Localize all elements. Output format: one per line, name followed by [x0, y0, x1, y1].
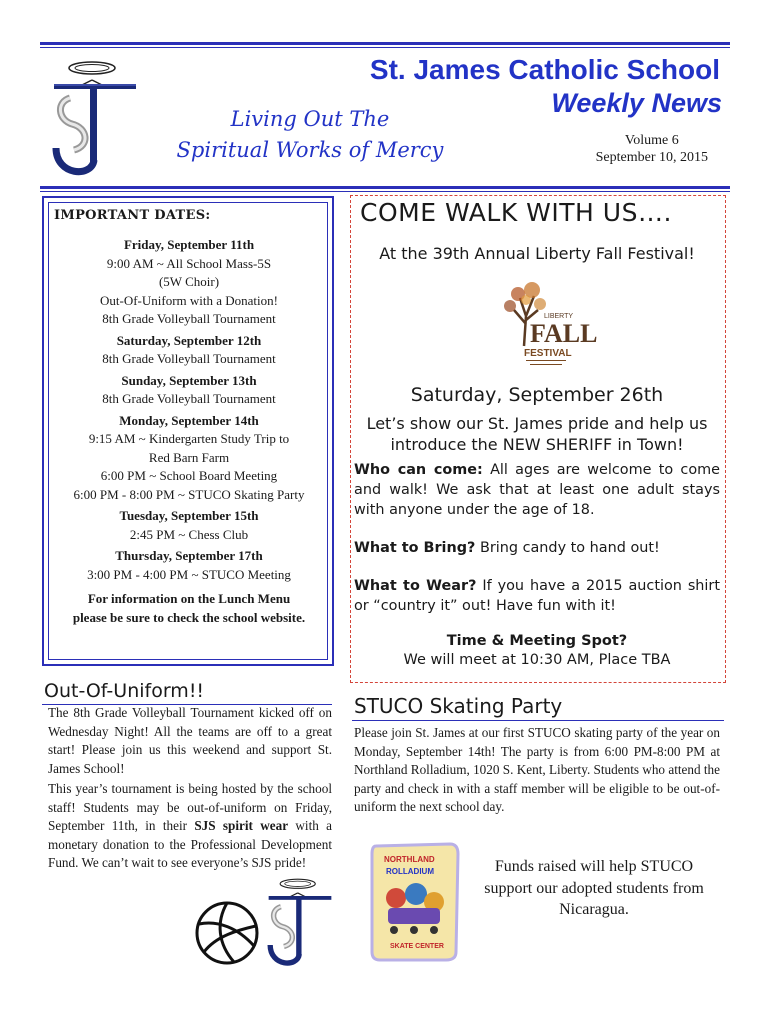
important-dates-title: IMPORTANT DATES:	[54, 208, 211, 223]
volume: Volume 6	[624, 133, 679, 148]
date-block-sun	[50, 372, 328, 409]
important-dates-list	[50, 236, 328, 627]
meeting-label: Time & Meeting Spot?	[446, 633, 628, 649]
date-event: 2:45 PM ~ Chess Club	[129, 526, 249, 542]
wear-label: What to Wear?	[354, 578, 477, 594]
event-date: Saturday, September 26th	[410, 384, 664, 406]
date-day: Monday, September 14th	[119, 412, 259, 428]
date-day: Saturday, September 12th	[116, 332, 262, 348]
stuco-rule	[352, 720, 724, 721]
pride-message	[352, 413, 722, 455]
issue-info	[596, 132, 708, 166]
meeting-info	[352, 632, 722, 670]
wear-text: If you have a 2015 auction shirt or “country it” out! Have fun with it!	[354, 578, 720, 614]
pride-line-2: introduce the NEW SHERIFF in Town!	[390, 435, 684, 454]
date-event: 8th Grade Volleyball Tournament	[102, 391, 276, 406]
date-event: Red Barn Farm	[148, 449, 230, 465]
date-block-tue	[50, 507, 328, 544]
out-of-uniform-title: Out-Of-Uniform!!	[44, 680, 205, 702]
bring-label: What to Bring?	[354, 540, 476, 556]
date-block-fri	[50, 236, 328, 329]
date-block-sat	[50, 332, 328, 369]
date-block-mon	[50, 412, 328, 505]
lunch-note	[50, 590, 328, 627]
date-event: 6:00 PM - 8:00 PM ~ STUCO Skating Party	[73, 486, 305, 502]
walk-subtitle: At the 39th Annual Liberty Fall Festival!	[379, 244, 695, 263]
date-event: 3:00 PM - 4:00 PM ~ STUCO Meeting	[87, 566, 291, 582]
stuco-text: Please join St. James at our first STUCO skating party of the year on Monday, September 14th! The party is from 6:00 PM-8:00 PM at Northland Rolladium, 1020 S. Kent, Liberty. Students who attend the party and check in with a staff member will be eligible to be out-of-uniform the next school day.	[354, 725, 720, 815]
rink-logo-line-2: ROLLADIUM	[386, 867, 434, 876]
publication-title: Weekly News	[551, 88, 722, 118]
who-label: Who can come:	[354, 462, 483, 478]
date-event: 8th Grade Volleyball Tournament	[102, 311, 276, 326]
school-name: St. James Catholic School	[369, 54, 720, 85]
date-day: Friday, September 11th	[123, 237, 255, 252]
motto	[165, 104, 455, 166]
motto-line-2: Spiritual Works of Mercy	[176, 138, 444, 162]
meeting-text: We will meet at 10:30 AM, Place TBA	[403, 652, 671, 668]
lunch-note-line-2: please be sure to check the school website.	[72, 609, 306, 625]
who-can-come	[354, 460, 720, 520]
funds-note: Funds raised will help STUCO support our adopted students from Nicaragua.	[484, 858, 704, 918]
header-rule-thin	[40, 191, 730, 192]
header-rule	[40, 186, 730, 189]
what-to-bring	[354, 538, 720, 558]
rink-logo-line-3: SKATE CENTER	[390, 943, 444, 950]
fall-logo-main-text: FALL	[530, 319, 598, 348]
issue-date: September 10, 2015	[595, 150, 708, 165]
stuco-title: STUCO Skating Party	[354, 694, 563, 718]
date-day: Sunday, September 13th	[121, 372, 257, 388]
date-block-thu	[50, 547, 328, 584]
out-of-uniform-para-2	[48, 780, 332, 873]
fall-festival-logo	[490, 276, 598, 372]
bring-text: Bring candy to hand out!	[475, 540, 660, 556]
rolladium-logo	[366, 840, 462, 964]
volleyball-icon	[194, 900, 260, 966]
sjs-logo	[48, 50, 142, 186]
lunch-note-line-1: For information on the Lunch Menu	[87, 591, 291, 606]
date-event: 6:00 PM ~ School Board Meeting	[100, 468, 278, 483]
out-of-uniform-para-1: The 8th Grade Volleyball Tournament kicked off on Wednesday Night! All the teams are off to a great start! Please join us this weekend and support St. James School!	[48, 705, 332, 776]
sjs-logo-small	[262, 870, 338, 974]
para2-start: This year’s tournament is being hosted by the school staff! Students may be out-of-uniform on Friday, September 11th, in their	[48, 781, 332, 834]
date-day: Tuesday, September 15th	[119, 508, 259, 523]
rink-logo-line-1: NORTHLAND	[384, 855, 435, 864]
date-event: 9:00 AM ~ All School Mass-5S	[106, 255, 272, 271]
date-event: Out-Of-Uniform with a Donation!	[100, 292, 278, 308]
motto-line-1: Living Out The	[230, 107, 390, 131]
top-rule	[40, 42, 730, 45]
date-event: 9:15 AM ~ Kindergarten Study Trip to	[88, 431, 290, 446]
para2-bold: SJS spirit wear	[194, 818, 289, 834]
fall-logo-sub-text: FESTIVAL	[524, 348, 572, 359]
top-rule-thin	[40, 47, 730, 48]
who-text: All ages are welcome to come and walk! We ask that at least one adult stays with anyone under the age of 18.	[354, 462, 720, 518]
date-day: Thursday, September 17th	[115, 548, 263, 563]
fall-logo-top-text: LIBERTY	[544, 313, 574, 320]
date-event: 8th Grade Volleyball Tournament	[102, 351, 276, 366]
walk-title: COME WALK WITH US….	[360, 198, 672, 227]
what-to-wear	[354, 576, 720, 616]
date-event: (5W Choir)	[158, 274, 220, 289]
para2-end: with a monetary donation to the Professional Development Fund. We can’t wait to see everyone’s SJS pride!	[48, 818, 332, 871]
pride-line-1: Let’s show our St. James pride and help us	[366, 414, 708, 433]
